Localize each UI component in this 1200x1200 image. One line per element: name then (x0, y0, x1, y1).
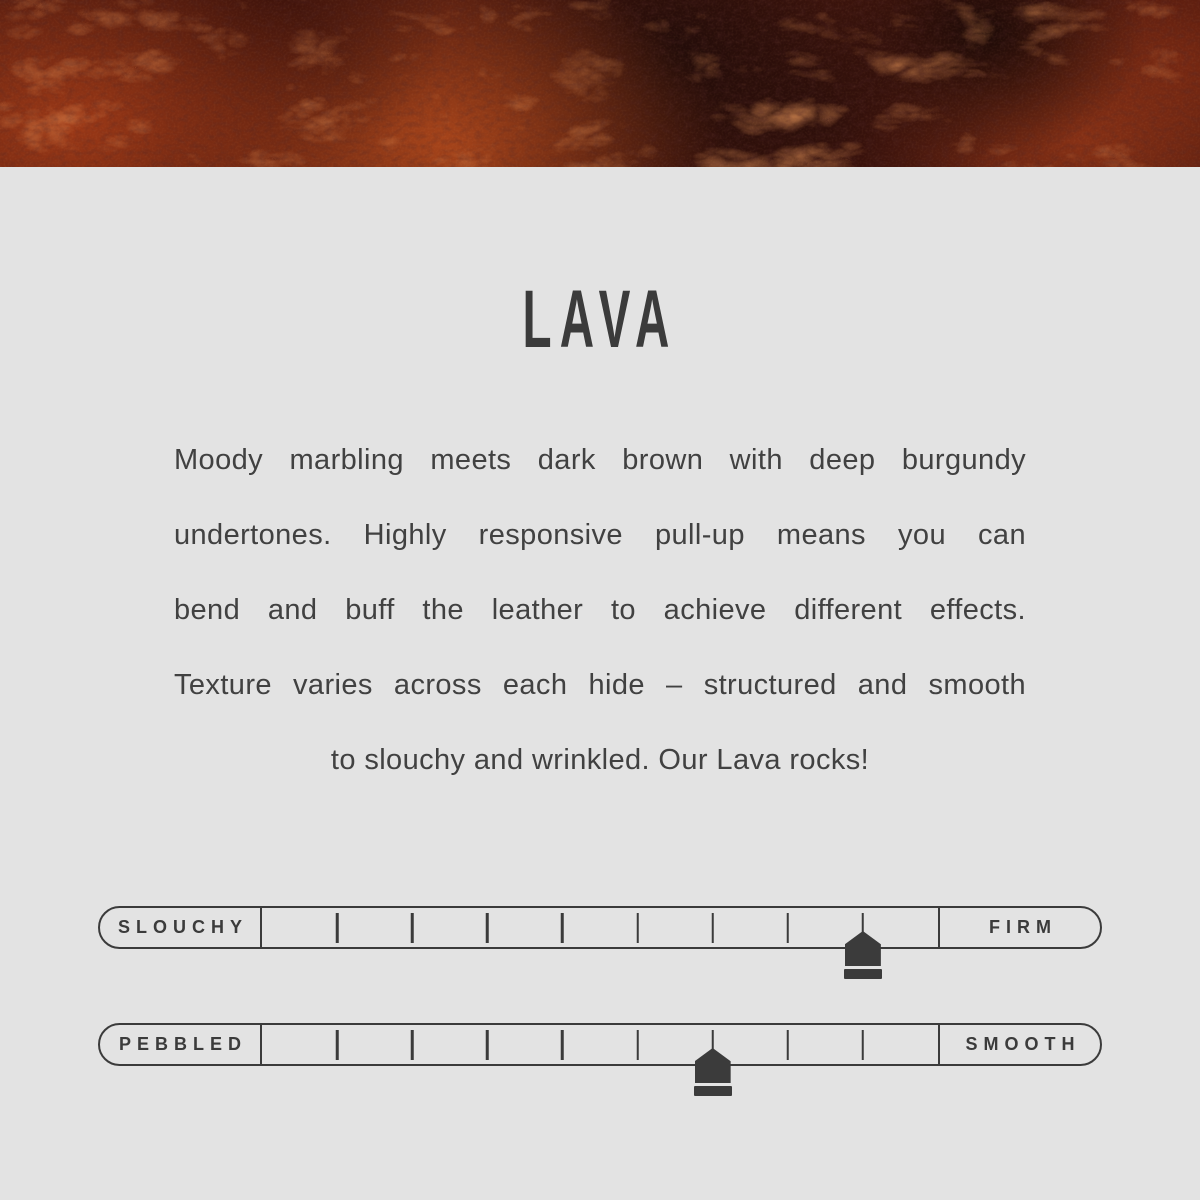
description-line: to slouchy and wrinkled. Our Lava rocks! (330, 744, 870, 776)
scale-tick (486, 913, 489, 943)
color-name-title: LAVA (522, 274, 678, 365)
color-description (174, 423, 1026, 798)
scale-pill-pebbled-smooth (98, 1023, 1102, 1066)
scale-track (262, 1025, 938, 1064)
description-line: Moody marbling meets dark brown with deep burgundy (174, 444, 1026, 476)
scale-tick (862, 1030, 865, 1060)
scale-marker-pointer (695, 1048, 731, 1083)
description-line: undertones. Highly responsive pull-up means you can (174, 519, 1026, 551)
scale-track (262, 908, 938, 947)
scale-marker-pointer (845, 931, 881, 966)
scale-tick (711, 913, 714, 943)
scale-marker-bar (844, 969, 882, 979)
scale-slouchy-firm (98, 906, 1102, 949)
scale-right-label: SMOOTH (965, 1034, 1081, 1054)
scale-marker (694, 1048, 732, 1096)
scale-tick (636, 1030, 639, 1060)
scale-tick (787, 913, 790, 943)
scale-right-label: FIRM (989, 917, 1057, 937)
scale-left-cell (100, 1025, 262, 1064)
leather-texture-overlay (0, 0, 1200, 167)
attribute-scales (0, 906, 1200, 1066)
scale-marker-bar (694, 1086, 732, 1096)
scale-right-cell (938, 908, 1100, 947)
scale-tick (636, 913, 639, 943)
scale-left-label: PEBBLED (118, 1034, 247, 1054)
scale-left-label: SLOUCHY (117, 917, 248, 937)
leather-swatch-photo (0, 0, 1200, 167)
scale-tick (486, 1030, 489, 1060)
scale-tick (561, 1030, 564, 1060)
scale-left-cell (100, 908, 262, 947)
scale-tick (561, 913, 564, 943)
scale-tick (787, 1030, 790, 1060)
description-line: bend and buff the leather to achieve different effects. (174, 594, 1026, 626)
scale-tick (336, 913, 339, 943)
scale-right-cell (938, 1025, 1100, 1064)
scale-pebbled-smooth (98, 1023, 1102, 1066)
scale-tick (411, 1030, 414, 1060)
scale-marker (844, 931, 882, 979)
description-line: Texture varies across each hide – structured and smooth (174, 669, 1026, 701)
scale-tick (336, 1030, 339, 1060)
scale-tick (411, 913, 414, 943)
scale-pill-slouchy-firm (98, 906, 1102, 949)
